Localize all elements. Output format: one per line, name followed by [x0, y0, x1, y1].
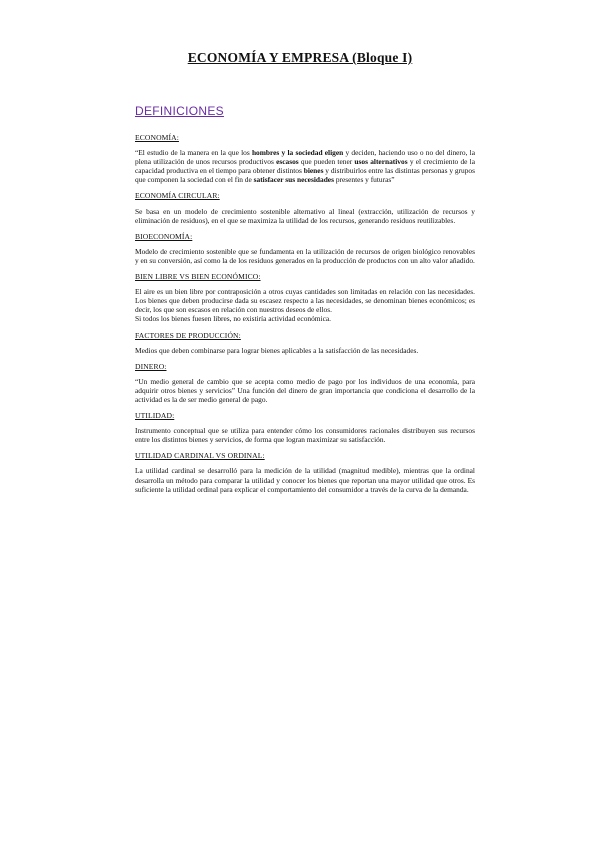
emphasis-text: hombres y la sociedad eligen	[251, 148, 344, 158]
definition-paragraph	[135, 207, 475, 225]
definition-entry	[135, 191, 475, 224]
body-text: Si todos los bienes fuesen libres, no existiría actividad económica.	[135, 314, 332, 324]
definition-paragraph	[135, 247, 475, 265]
definition-body	[135, 247, 475, 265]
body-text: Medios que deben combinarse para lograr bienes aplicables a la satisfacción de las necesidades.	[135, 345, 419, 355]
definition-entry	[135, 331, 475, 355]
body-text: El aire es un bien libre por contraposición a otros cuyas cantidades son limitadas en relación con las necesidades. Los bienes que deben producirse dada su escasez respecto a las necesidades, se denominan bienes económicos; es decir, los que son escasos en relación con nuestros deseos de ellos.	[135, 287, 475, 315]
definition-heading: UTILIDAD CARDINAL VS ORDINAL:	[135, 451, 265, 461]
definition-body	[135, 346, 475, 355]
definition-entry	[135, 362, 475, 404]
definition-paragraph	[135, 426, 475, 444]
body-text: presentes y futuras”	[333, 175, 395, 185]
definition-heading: BIEN LIBRE VS BIEN ECONÓMICO:	[135, 272, 261, 282]
definition-entry	[135, 272, 475, 323]
definition-heading: ECONOMÍA:	[135, 133, 179, 142]
body-text: “El estudio de la manera en la que los	[135, 148, 252, 158]
definition-body	[135, 287, 475, 323]
definition-entry	[135, 411, 475, 444]
definition-entry	[135, 232, 475, 265]
body-text: Modelo de crecimiento sostenible que se fundamenta en la utilización de recursos de origen biológico renovables y en su conversión, así como la de los residuos generados en la producción de productos con un alto valor añadido.	[135, 246, 475, 265]
emphasis-text: bienes	[303, 166, 324, 176]
definition-paragraph	[135, 148, 475, 184]
definition-paragraph	[135, 466, 475, 493]
body-text: Se basa en un modelo de crecimiento sostenible alternativo al lineal (extracción, utilización de recursos y eliminación de residuos), en el que se maximiza la utilidad de los recursos, generando residuos reutilizables.	[135, 206, 475, 225]
definition-body	[135, 148, 475, 184]
emphasis-text: escasos	[276, 157, 299, 167]
definition-body	[135, 207, 475, 225]
definition-heading: BIOECONOMÍA:	[135, 231, 193, 241]
body-text: que pueden tener	[298, 157, 355, 167]
body-text: y distribuirlos entre las distintas personas y grupos que componen la sociedad con el fin de	[135, 166, 475, 185]
document-title: ECONOMÍA Y EMPRESA (Bloque I)	[187, 50, 413, 65]
definition-body	[135, 426, 475, 444]
body-text: Instrumento conceptual que se utiliza para entender cómo los consumidores racionales distribuyen sus recursos entre los distintos bienes y servicios, de forma que logran maximizar su satisfacción.	[135, 426, 475, 445]
definition-paragraph	[135, 346, 475, 355]
section-title: DEFINICIONES	[135, 104, 224, 118]
definition-heading: FACTORES DE PRODUCCIÓN:	[135, 330, 241, 340]
definitions-list	[135, 133, 475, 501]
body-text: y el crecimiento de la capacidad productiva en el tiempo para obtener distintos	[135, 157, 475, 176]
definition-body	[135, 377, 475, 404]
definition-heading: DINERO:	[135, 361, 167, 371]
definition-paragraph	[135, 377, 475, 404]
body-text: “Un medio general de cambio que se acepta como medio de pago por los individuos de una economía, para adquirir otros bienes y servicios” Una función del dinero de gran importancia que condiciona el desarrollo de la actividad es la de ser medio general de pago.	[135, 376, 475, 404]
emphasis-text: usos alternativos	[354, 157, 408, 167]
body-text: La utilidad cardinal se desarrolló para la medición de la utilidad (magnitud medible), mientras que la ordinal desarrolla un método para comparar la utilidad y conocer los bienes que reportan una mayor utilidad que otros. Es suficiente la utilidad ordinal para explicar el comportamiento del consumidor a través de la curva de la demanda.	[135, 466, 475, 494]
definition-paragraph	[135, 314, 475, 323]
emphasis-text: satisfacer sus necesidades	[253, 175, 334, 185]
definition-heading: ECONOMÍA CIRCULAR:	[135, 191, 220, 201]
definition-body	[135, 466, 475, 493]
definition-entry	[135, 133, 475, 184]
body-text: y deciden, haciendo uso o no del dinero, la plena utilización de unos recursos productivos	[135, 148, 475, 167]
definition-paragraph	[135, 287, 475, 314]
definition-entry	[135, 451, 475, 493]
definition-heading: UTILIDAD:	[135, 411, 175, 421]
